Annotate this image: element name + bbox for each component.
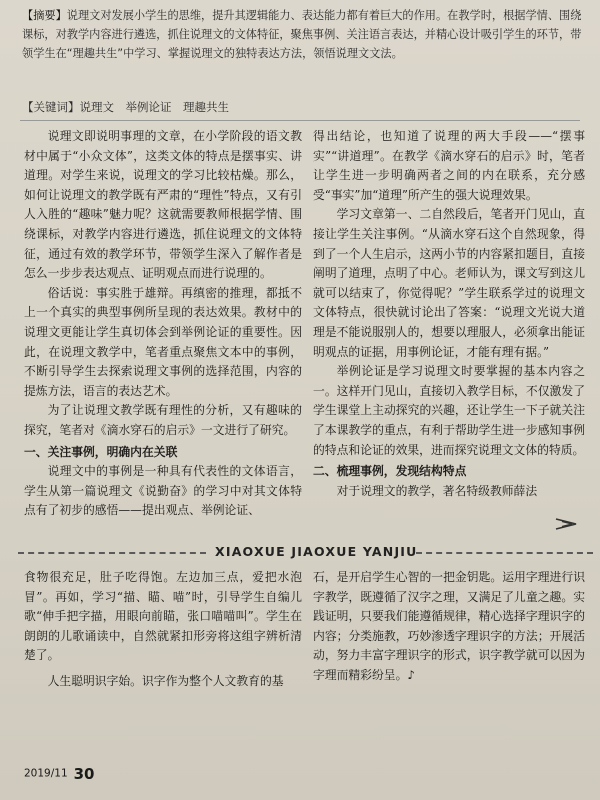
paragraph: 说理文中的事例是一种具有代表性的文体语言，学生从第一篇说理文《说勤奋》的学习中对其文体特点有了初步的感悟——提出观点、举例论证、 xyxy=(24,464,302,518)
paragraph: 说理文即说明事理的文章，在小学阶段的语文教材中属于“小众文体”，这类文体的特点是摆事实、讲道理。对学生来说，说理文的学习比较枯燥。那么，如何让说理文的教学既有严肃的“理性”特点，又有引人入胜的“趣味”魅力呢？这就需要教师根据学情、围绕课标，对教学内容进行遴选，抓住说理文的文体特征，通过有效的教学环节，带领学生深入了解作者是怎么一步步表达观点、证明观点而进行说理的。 xyxy=(24,129,302,281)
section-band xyxy=(18,545,593,561)
paragraph: 对于说理文的教学，著名特级教师薛法 xyxy=(336,483,538,498)
continue-arrow-icon xyxy=(554,517,580,531)
abstract-block xyxy=(22,6,592,98)
paragraph: 食物很充足，肚子吃得饱。左边加三点，爱把水泡冒”。再如，学习“描、瞄、喵”时，引导学生自编儿歌“伸手把字描，用眼向前瞄，张口喵喵叫”。学生在朗朗的儿歌诵读中，自然就紧扣形旁将这组字辨析清楚了。 xyxy=(24,570,302,663)
paragraph-text: 石，是开启学生心智的一把金钥匙。运用字理进行识字教学，既遵循了汉字之理，又满足了儿童之趣。实践证明，只要我们能遵循规律，精心选择字理识字的内容；分类施教，巧妙渗透字理识字的方法；开展活动，努力丰富字理识字的形式，识字教学就可以因为字理而精彩纷呈。 xyxy=(313,570,585,682)
section-heading-1: 一、关注事例，明确内在关联 xyxy=(24,444,178,459)
keywords-label: 【关键词】 xyxy=(22,100,80,114)
keywords-text: 说理文 举例论证 理趣共生 xyxy=(79,100,229,114)
issue-date: 2019/11 xyxy=(24,767,68,780)
band-dash-left xyxy=(18,552,206,554)
page-number: 30 xyxy=(73,764,95,783)
paragraph: 人生聪明识字始。识字作为整个人文教育的基 xyxy=(47,673,284,688)
paragraph: 为了让说理文教学既有理性的分析，又有趣味的探究，笔者对《滴水穿石的启示》一文进行了研究。 xyxy=(24,403,302,437)
paragraph: 俗话说：事实胜于雄辩。再缜密的推理，都抵不上一个真实的典型事例所呈现的表达效果。教材中的说理文更能让学生真切体会到举例论证的重要性。因此，在说理文教学中，笔者重点聚焦文本中的事例，不断引导学生去探索说理文事例的选择范围，内容的提炼方法，语言的表达艺术。 xyxy=(24,285,302,398)
paragraph: 得出结论，也知道了说理的两大手段——“摆事实”“讲道理”。在教学《滴水穿石的启示》时，笔者让学生进一步明确两者之间的内在联系，充分感受“事实”加“道理”所产生的强大说理效果。 xyxy=(313,129,585,202)
keywords-block xyxy=(22,99,592,115)
band-title: XIAOXUE JIAOXUE YANJIU xyxy=(215,544,418,559)
abstract-divider xyxy=(20,120,580,121)
abstract-text: 说理文对发展小学生的思维，提升其逻辑能力、表达能力都有着巨大的作用。在教学时，根据学情、围绕课标，对教学内容进行遴选，抓住说理文的文体特征，聚焦事例、关注语言表达，并精心设计吸引学生的环节，带领学生在“理趣共生”中学习、掌握说理文的独特表达方法，领悟说理文文法。 xyxy=(22,9,582,60)
end-mark-icon: ♪ xyxy=(407,667,415,682)
page-footer xyxy=(24,763,95,783)
paragraph: 学习文章第一、二自然段后，笔者开门见山，直接让学生关注事例。“从滴水穿石这个自然现象，得到了一个人生启示，这两小节的内容紧扣题目，直接阐明了道理，点明了中心。老师认为，课文写到这儿就可以结束了，你觉得呢？”学生联系学过的说理文文体特点，很快就讨论出了答案：“说理文光说大道理是不能说服别人的，想要以理服人，必须拿出能证明观点的证据，用事例论证，才能有理有据。” xyxy=(313,207,585,359)
article-column-right xyxy=(313,127,585,501)
abstract-label: 【摘要】 xyxy=(22,9,67,22)
section-heading-2: 二、梳理事例，发现结构特点 xyxy=(313,464,467,479)
paragraph: 举例论证是学习说理文时要掌握的基本内容之一。这样开门见山，直接切入教学目标，不仅激发了学生课堂上主动探究的兴趣，还让学生一下子就关注了本课教学的重点，有利于帮助学生进一步感知事例的特点和论证的效果，进而探究说理文文体的特质。 xyxy=(313,364,585,457)
band-dash-right xyxy=(416,552,593,554)
article-column-bottom-right xyxy=(313,568,585,686)
paragraph xyxy=(313,568,585,686)
article-column-left xyxy=(24,127,302,521)
article-column-bottom-left xyxy=(24,568,302,692)
